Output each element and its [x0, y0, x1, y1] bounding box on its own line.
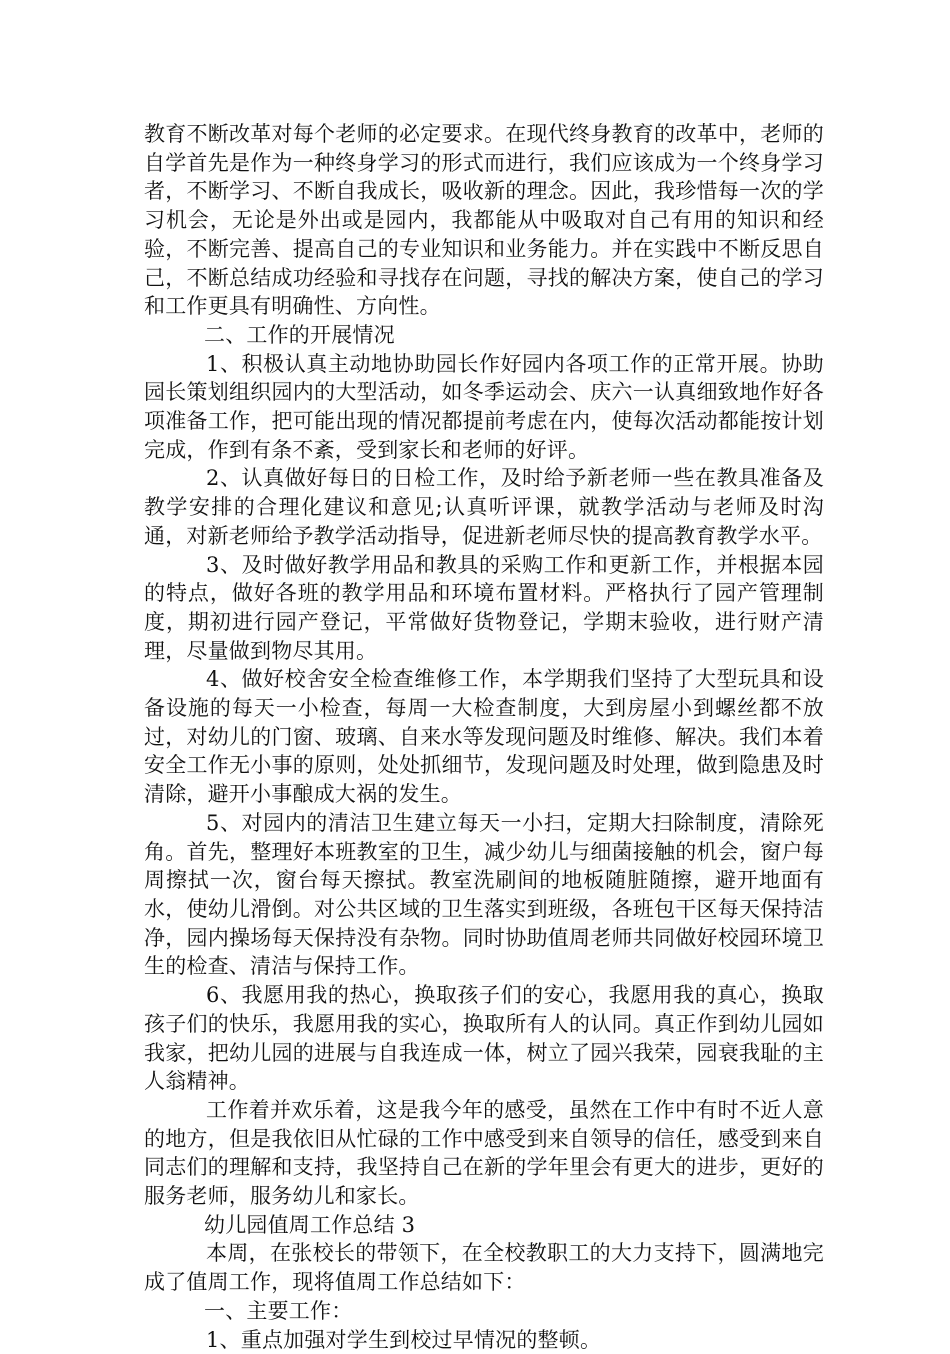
- body-paragraph: 教育不断改革对每个老师的必定要求。在现代终身教育的改革中，老师的自学首先是作为一种终身学习的形式而进行，我们应该成为一个终身学习者，不断学习、不断自我成长，吸收新的理念。因此，我珍惜每一次的学习机会，无论是外出或是园内，我都能从中吸取对自己有用的知识和经验，不断完善、提高自己的专业知识和业务能力。并在实践中不断反思自己，不断总结成功经验和寻找存在问题，寻找的解决方案，使自己的学习和工作更具有明确性、方向性。: [144, 122, 824, 319]
- list-paragraph-5: 5、对园内的清洁卫生建立每天一小扫，定期大扫除制度，清除死角。首先，整理好本班教室的卫生，减少幼儿与细菌接触的机会，窗户每周擦拭一次，窗台每天擦拭。教室洗刷间的地板随脏随擦，避开地面有水，使幼儿滑倒。对公共区域的卫生落实到班级，各班包干区每天保持洁净，园内操场每天保持没有杂物。同时协助值周老师共同做好校园环境卫生的检查、清洁与保持工作。: [144, 810, 824, 979]
- summary-paragraph: 工作着并欢乐着，这是我今年的感受，虽然在工作中有时不近人意的地方，但是我依旧从忙碌的工作中感受到来自领导的信任，感受到来自同志们的理解和支持，我坚持自己在新的学年里会有更大的进步，更好的服务老师，服务幼儿和家长。: [144, 1097, 824, 1209]
- list-paragraph-1: 1、积极认真主动地协助园长作好园内各项工作的正常开展。协助园长策划组织园内的大型活动，如冬季运动会、庆六一认真细致地作好各项准备工作，把可能出现的情况都提前考虑在内，使每次活动都能按计划完成，作到有条不紊，受到家长和老师的好评。: [144, 351, 824, 462]
- list-paragraph-main-1: 1、重点加强对学生到校过早情况的整顿。: [206, 1327, 602, 1352]
- section-heading-main-work: 一、主要工作：: [204, 1298, 353, 1323]
- intro-paragraph: 本周，在张校长的带领下，在全校教职工的大力支持下，圆满地完成了值周工作，现将值周工作总结如下：: [144, 1241, 824, 1295]
- document-title: 幼儿园值周工作总结 3: [204, 1212, 416, 1237]
- list-paragraph-4: 4、做好校舍安全检查维修工作，本学期我们坚持了大型玩具和设备设施的每天一小检查，每周一大检查制度，大到房屋小到螺丝都不放过，对幼儿的门窗、玻璃、自来水等发现问题及时维修、解决。我们本着安全工作无小事的原则，处处抓细节，发现问题及时处理，做到隐患及时清除，避开小事酿成大祸的发生。: [144, 667, 824, 807]
- section-heading: 二、工作的开展情况: [204, 322, 395, 347]
- list-paragraph-6: 6、我愿用我的热心，换取孩子们的安心，我愿用我的真心，换取孩子们的快乐，我愿用我的实心，换取所有人的认同。真正作到幼儿园如我家，把幼儿园的进展与自我连成一体，树立了园兴我荣，园衰我耻的主人翁精神。: [144, 983, 824, 1094]
- list-paragraph-2: 2、认真做好每日的日检工作，及时给予新老师一些在教具准备及教学安排的合理化建议和意见;认真听评课，就教学活动与老师及时沟通，对新老师给予教学活动指导，促进新老师尽快的提高教育教学水平。: [144, 466, 824, 548]
- document-body: [144, 120, 824, 1354]
- list-paragraph-3: 3、及时做好教学用品和教具的采购工作和更新工作，并根据本园的特点，做好各班的教学用品和环境布置材料。严格执行了园产管理制度，期初进行园产登记，平常做好货物登记，学期末验收，进行财产清理，尽量做到物尽其用。: [144, 552, 824, 663]
